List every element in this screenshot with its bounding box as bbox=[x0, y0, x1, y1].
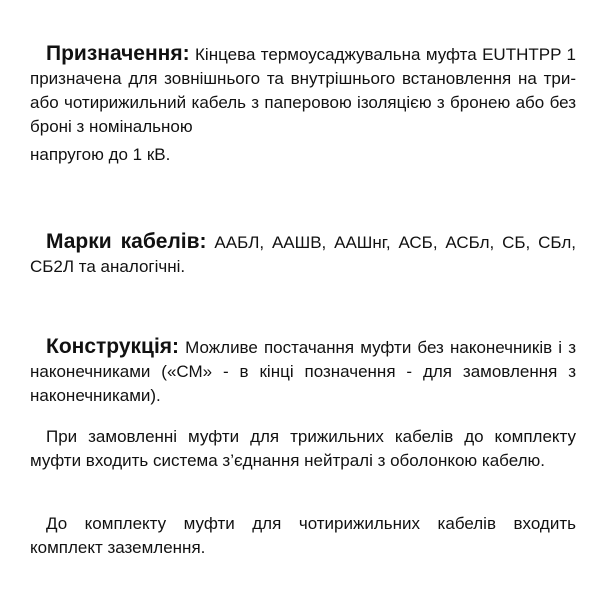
construction-four-core-paragraph: До комплекту муфти для чотирижильних кабелів входить комплект заземлення. bbox=[30, 514, 576, 557]
construction-paragraph bbox=[30, 335, 576, 408]
cable-brands-paragraph bbox=[30, 230, 576, 279]
construction-three-core-paragraph: При замовленні муфти для трижильних кабелів до комплекту муфти входить система з’єднання нейтралі з оболонкою кабелю. bbox=[30, 427, 576, 470]
purpose-text-last-line: напругою до 1 кВ. bbox=[30, 145, 171, 164]
purpose-text: Кінцева термоусаджувальна муфта EUTHTPP 1 призначена для зовнішнього та внутрішнього встановлення на три- або чотирижильний кабель з паперовою ізоляцією з бронею або без броні з номінальною bbox=[30, 45, 576, 136]
purpose-heading: Призначення: bbox=[46, 42, 190, 65]
construction-heading: Конструкція: bbox=[46, 335, 180, 358]
cable-brands-heading: Марки кабелів: bbox=[46, 230, 207, 253]
cable-brands-text: ААБЛ, ААШВ, ААШнг, АСБ, АСБл, СБ, СБл, СБ2Л та аналогічні. bbox=[30, 233, 576, 276]
construction-text: Можливе постачання муфти без наконечників і з наконечниками («СМ» - в кінці позначення - для замовлення з наконечниками). bbox=[30, 338, 576, 405]
purpose-paragraph bbox=[30, 42, 576, 167]
